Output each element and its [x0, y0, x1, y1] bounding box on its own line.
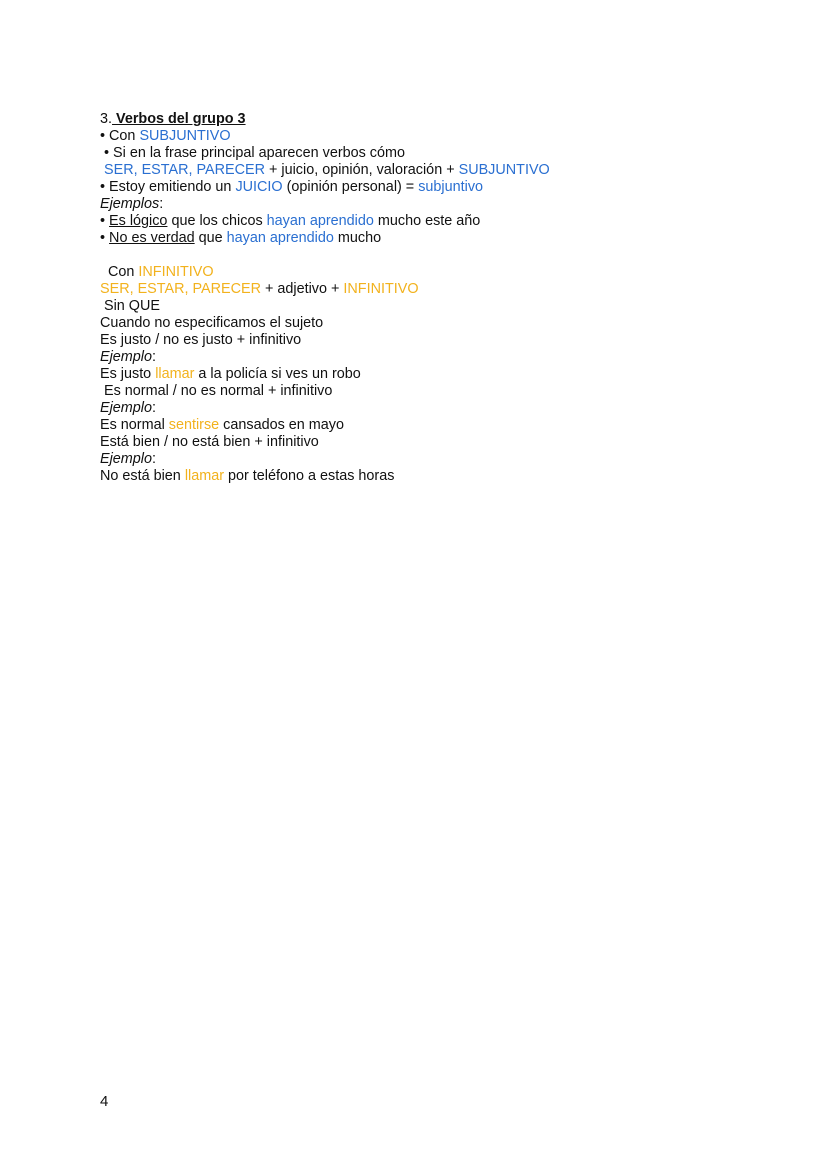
- subjuntivo-keyword: SUBJUNTIVO: [139, 128, 231, 144]
- example-verb: llamar: [184, 468, 224, 484]
- examples-label-text: Ejemplos: [100, 196, 160, 212]
- example-pre: Es normal: [100, 417, 169, 433]
- example-label: [100, 349, 740, 366]
- section-number: 3.: [100, 111, 113, 127]
- cuando-note: Cuando no especificamos el sujeto: [100, 315, 324, 331]
- subjuntivo-rule: [100, 162, 740, 179]
- example-verb: hayan aprendido: [226, 230, 334, 246]
- example-label-text: Ejemplo: [100, 451, 152, 467]
- heading-prefix: Con: [100, 264, 139, 280]
- infinitivo-rule: [100, 281, 740, 298]
- subjuntivo-condition: • Si en la frase principal aparecen verbos cómo: [100, 145, 405, 161]
- colon: :: [152, 451, 156, 467]
- example-trigger: Es lógico: [109, 213, 168, 229]
- example-post: por teléfono a estas horas: [224, 468, 395, 484]
- subjuntivo-heading: [100, 128, 740, 145]
- spacer: [100, 247, 740, 264]
- example-label: [100, 451, 740, 468]
- example-post: cansados en mayo: [219, 417, 344, 433]
- example-line: [100, 417, 740, 434]
- example-post: a la policía si ves un robo: [194, 366, 361, 382]
- section-heading: [100, 111, 740, 128]
- rule-end: INFINITIVO: [343, 281, 419, 297]
- juicio-middle: (opinión personal) =: [282, 179, 419, 195]
- infinitivo-heading: [100, 264, 740, 281]
- example-label: [100, 400, 740, 417]
- group-rule: Es normal / no es normal + infinitivo: [100, 383, 333, 399]
- juicio-prefix: • Estoy emitiendo un: [100, 179, 236, 195]
- rule-middle: + adjetivo +: [261, 281, 344, 297]
- example-verb: hayan aprendido: [266, 213, 374, 229]
- bullet-text: • Con: [100, 128, 140, 144]
- group-rule: Está bien / no está bien + infinitivo: [100, 434, 319, 450]
- example-verb: sentirse: [168, 417, 220, 433]
- section-title: Verbos del grupo 3: [112, 111, 246, 127]
- group-rule: Es justo / no es justo + infinitivo: [100, 332, 302, 348]
- juicio-keyword: JUICIO: [235, 179, 283, 195]
- example-label-text: Ejemplo: [100, 400, 152, 416]
- example-trigger: No es verdad: [109, 230, 195, 246]
- example-pre: Es justo: [100, 366, 156, 382]
- sin-que: Sin QUE: [100, 298, 160, 314]
- rule-middle: + juicio, opinión, valoración +: [265, 162, 459, 178]
- example-line: [100, 230, 740, 247]
- colon: :: [152, 400, 156, 416]
- example-pre: No está bien: [100, 468, 185, 484]
- colon: :: [152, 349, 156, 365]
- example-end: mucho este año: [373, 213, 481, 229]
- rule-verbs: SER, ESTAR, PARECER: [100, 162, 265, 178]
- juicio-end: subjuntivo: [418, 179, 484, 195]
- infinitivo-keyword: INFINITIVO: [138, 264, 214, 280]
- examples-label: [100, 196, 740, 213]
- page-number: 4: [100, 1093, 109, 1110]
- example-line: [100, 366, 740, 383]
- bullet: •: [100, 230, 110, 246]
- example-verb: llamar: [155, 366, 195, 382]
- example-label-text: Ejemplo: [100, 349, 152, 365]
- document-body: [100, 111, 740, 485]
- example-mid: que: [194, 230, 227, 246]
- example-line: [100, 213, 740, 230]
- rule-end: SUBJUNTIVO: [458, 162, 550, 178]
- example-line: [100, 468, 740, 485]
- example-end: mucho: [333, 230, 382, 246]
- example-mid: que los chicos: [167, 213, 267, 229]
- bullet: •: [100, 213, 110, 229]
- subjuntivo-juicio: [100, 179, 740, 196]
- rule-verbs: SER, ESTAR, PARECER: [100, 281, 261, 297]
- examples-colon: :: [159, 196, 164, 212]
